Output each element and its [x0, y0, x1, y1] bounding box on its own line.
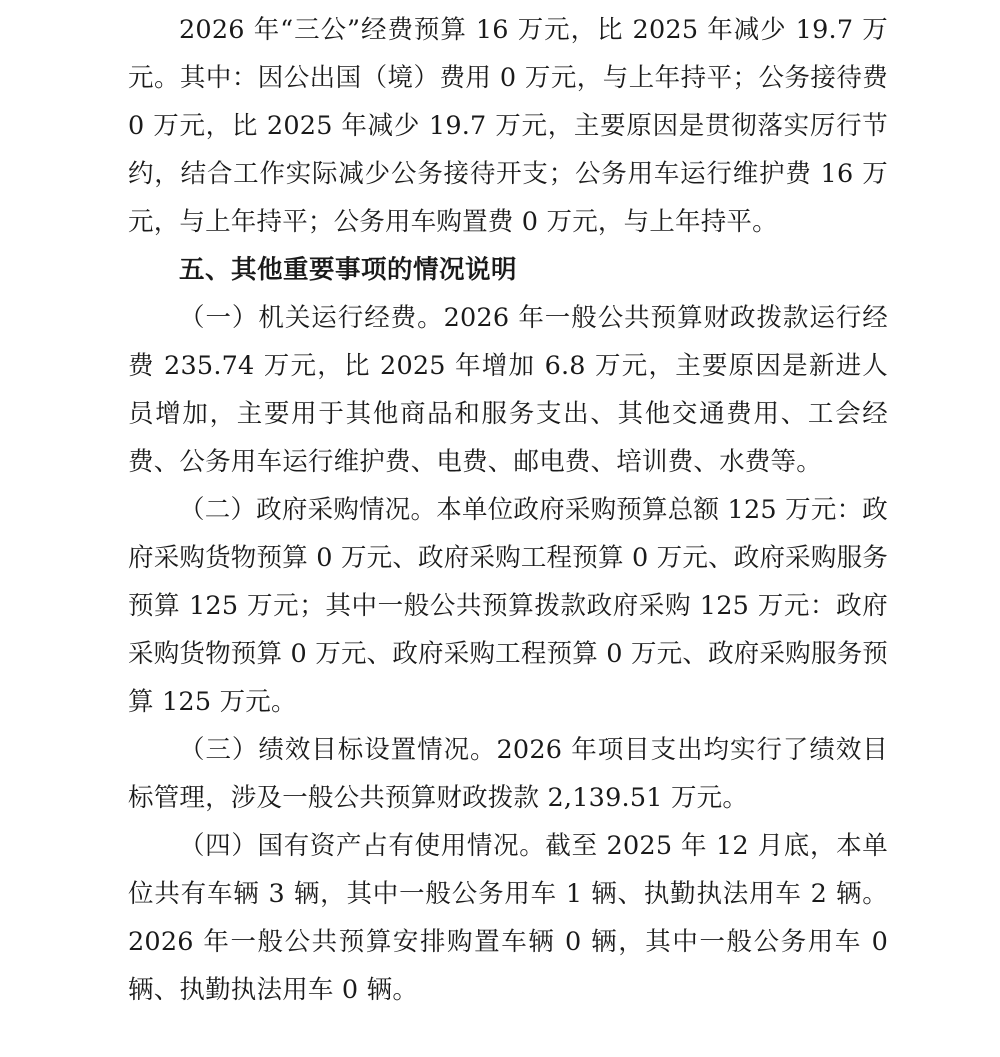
heading-section-five: 五、其他重要事项的情况说明: [179, 255, 518, 285]
paragraph-item-four-state-owned-assets: （四）国有资产占有使用情况。截至 2025 年 12 月底，本单位共有车辆 3 辆，其中一般公务用车 1 辆、执勤执法用车 2 辆。2026 年一般公共预算安排购置车辆 0 辆，其中一般公务用车 0 辆、执勤执法用车 0 辆。: [128, 831, 888, 1005]
paragraph-sangong-budget: 2026 年“三公”经费预算 16 万元，比 2025 年减少 19.7 万元。其中：因公出国（境）费用 0 万元，与上年持平；公务接待费 0 万元，比 2025 年减少 19.7 万元，主要原因是贯彻落实厉行节约，结合工作实际减少公务接待开支；公务用车运行维护费 16 万元，与上年持平；公务用车购置费 0 万元，与上年持平。: [128, 15, 888, 237]
paragraph-item-three-performance-goals: （三）绩效目标设置情况。2026 年项目支出均实行了绩效目标管理，涉及一般公共预算财政拨款 2,139.51 万元。: [128, 735, 888, 813]
paragraph-item-one-operating-expenses: （一）机关运行经费。2026 年一般公共预算财政拨款运行经费 235.74 万元，比 2025 年增加 6.8 万元，主要原因是新进人员增加，主要用于其他商品和服务支出、其他交通费用、工会经费、公务用车运行维护费、电费、邮电费、培训费、水费等。: [128, 303, 888, 477]
paragraph-item-two-government-procurement: （二）政府采购情况。本单位政府采购预算总额 125 万元：政府采购货物预算 0 万元、政府采购工程预算 0 万元、政府采购服务预算 125 万元；其中一般公共预算拨款政府采购 125 万元：政府采购货物预算 0 万元、政府采购工程预算 0 万元、政府采购服务预算 125 万元。: [128, 495, 888, 717]
